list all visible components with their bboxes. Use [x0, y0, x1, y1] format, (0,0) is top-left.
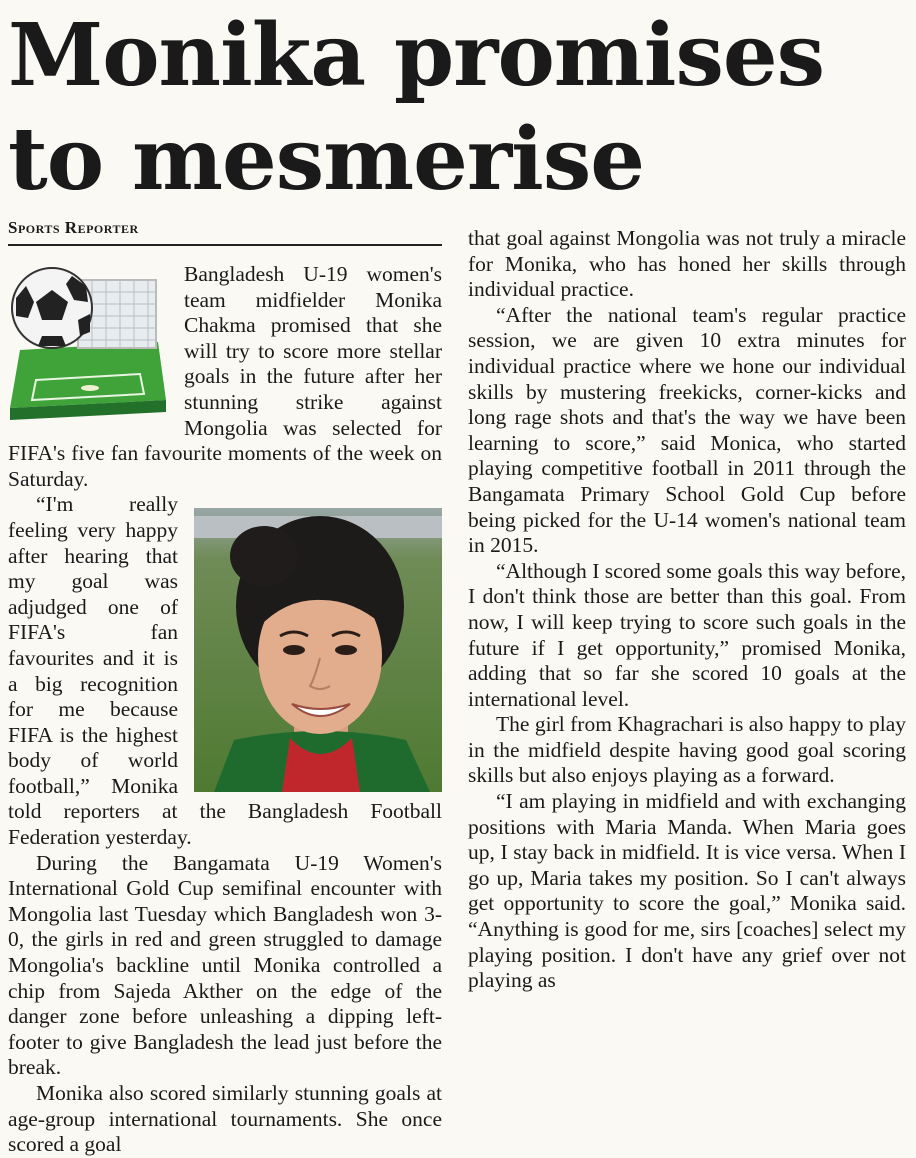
paragraph: “Although I scored some goals this way before, I don't think those are better than this goal. From now, I will keep trying to score such goals in the future if I get opportunity,” promised Monika, adding that so far she scored 10 goals at the international level. [468, 558, 906, 711]
paragraph [8, 492, 442, 850]
football-icon [8, 262, 172, 422]
paragraph: During the Bangamata U-19 Women's International Gold Cup semifinal encounter with Mongolia last Tuesday which Bangladesh won 3-0, the girls in red and green struggled to damage Mongolia's backline until Monika controlled a chip from Sajeda Akther on the edge of the danger zone before unleashing a dipping left-footer to give Bangladesh the lead just before the break. [8, 850, 442, 1080]
paragraph: “After the national team's regular practice session, we are given 10 extra minutes for individual practice where we hone our individual skills by mustering freekicks, corner-kicks and long rage shots and that's the way we have been learning to score,” said Monica, who started playing competitive football in 2011 through the Bangamata Primary School Gold Cup before being picked for the U-14 women's national team in 2015. [468, 302, 906, 558]
paragraph: Bangladesh U-19 women's team midfielder Monika Chakma promised that she will try to score more stellar goals in the future after her stunning strike against Mongolia was selected for FIFA's five fan favourite moments of the week on Saturday. [8, 262, 442, 491]
headline: Monika promises to mesmerise [8, 5, 825, 210]
paragraph: Monika also scored similarly stunning goals at age-group international tournaments. She once scored a goal [8, 1081, 442, 1157]
byline: Sports Reporter [8, 218, 442, 246]
paragraph-text: “I'm really feeling very happy after hearing that my goal was adjudged one of FIFA's fan favourites and it is a big recognition for me because FIFA is the highest body of world football,” Monika told reporters at the Bangladesh Football Federation yesterday. [8, 492, 442, 850]
paragraph: that goal against Mongolia was not truly a miracle for Monika, who has honed her skills through individual practice. [468, 226, 906, 302]
paragraph: “I am playing in midfield and with exchanging positions with Maria Manda. When Maria goes up, I stay back in midfield. It is vice versa. When I go up, Maria takes my position. So I can't always get opportunity to score the goal,” Monika said. “Anything is good for me, sirs [coaches] select my playing position. I don't have any grief over not playing as [468, 789, 906, 993]
paragraph: The girl from Khagrachari is also happy to play in the midfield despite having good goal scoring skills but also enjoys playing as a forward. [468, 712, 906, 788]
right-column [468, 226, 906, 994]
left-column [8, 262, 442, 1158]
player-photo [194, 508, 442, 792]
